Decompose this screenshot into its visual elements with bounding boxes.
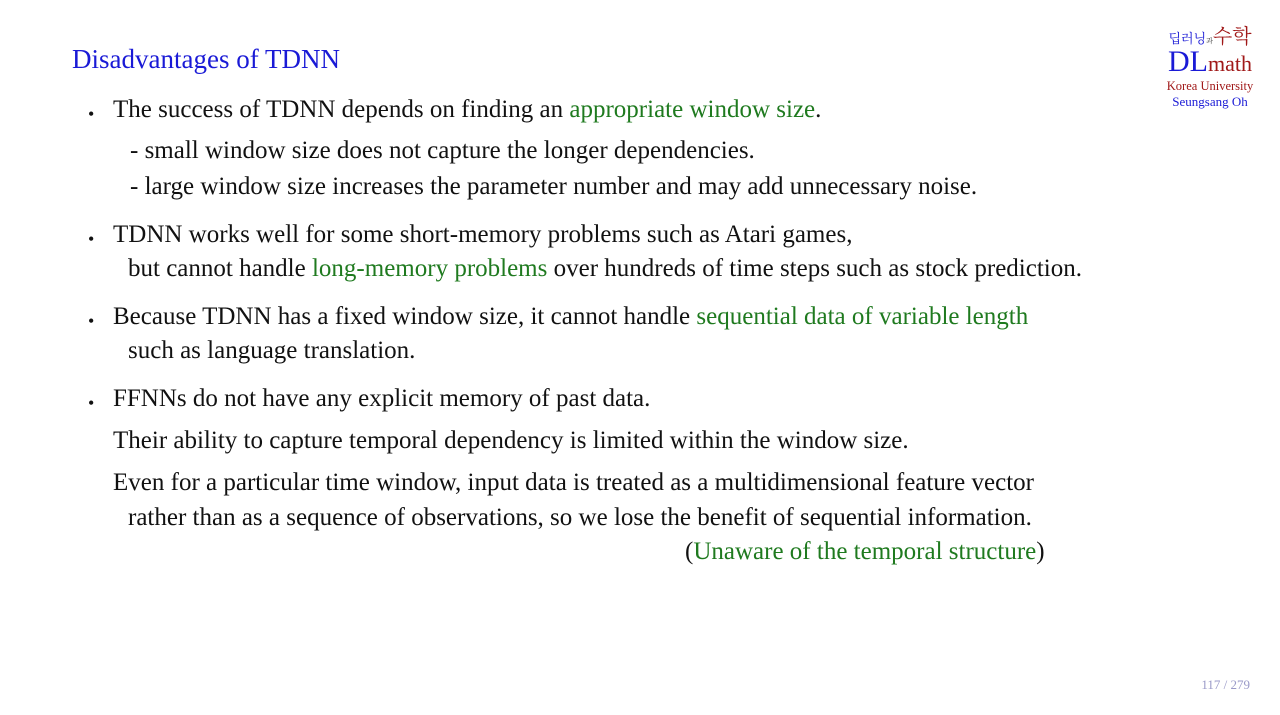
bullet-3-line-2: such as language translation. xyxy=(128,337,416,364)
bullet-4-line-3: Even for a particular time window, input data is treated as a multidimensional feature vector xyxy=(113,469,1034,496)
bullet-1-sub-1: - small window size does not capture the longer dependencies. xyxy=(130,137,755,164)
bullet-2-line-1: TDNN works well for some short-memory problems such as Atari games, xyxy=(113,221,853,248)
logo-korean-deeplearning: 딥러닝 xyxy=(1168,32,1207,47)
bullet-4-line-4: rather than as a sequence of observations, so we lose the benefit of sequential information. xyxy=(128,504,1032,531)
bullet-icon: • xyxy=(88,229,95,249)
slide-title: Disadvantages of TDNN xyxy=(72,44,340,74)
bullet-1-line-1: The success of TDNN depends on finding an appropriate window size. xyxy=(113,96,822,123)
bullet-4-line-1: FFNNs do not have any explicit memory of past data. xyxy=(113,385,651,412)
bullet-2-line-2: but cannot handle long-memory problems over hundreds of time steps such as stock prediction. xyxy=(128,255,1082,282)
page-number: 117 / 279 xyxy=(1201,677,1250,692)
bullet-4-note: (Unaware of the temporal structure) xyxy=(685,538,1045,565)
logo-korean-math: 수학 xyxy=(1212,24,1252,48)
bullet-icon: • xyxy=(88,311,95,331)
logo xyxy=(1160,20,1260,110)
logo-dl: DL xyxy=(1168,45,1208,78)
logo-math: math xyxy=(1208,51,1252,76)
bullet-icon: • xyxy=(88,393,95,413)
bullet-1-sub-2: - large window size increases the parameter number and may add unnecessary noise. xyxy=(130,173,978,200)
bullet-icon: • xyxy=(88,104,95,124)
logo-author: Seungsang Oh xyxy=(1172,94,1248,109)
bullet-4-line-2: Their ability to capture temporal dependency is limited within the window size. xyxy=(113,427,909,454)
logo-university: Korea University xyxy=(1166,79,1254,93)
logo-korean-connector: 과 xyxy=(1206,37,1213,45)
bullet-3-line-1: Because TDNN has a fixed window size, it cannot handle sequential data of variable length xyxy=(113,303,1029,330)
